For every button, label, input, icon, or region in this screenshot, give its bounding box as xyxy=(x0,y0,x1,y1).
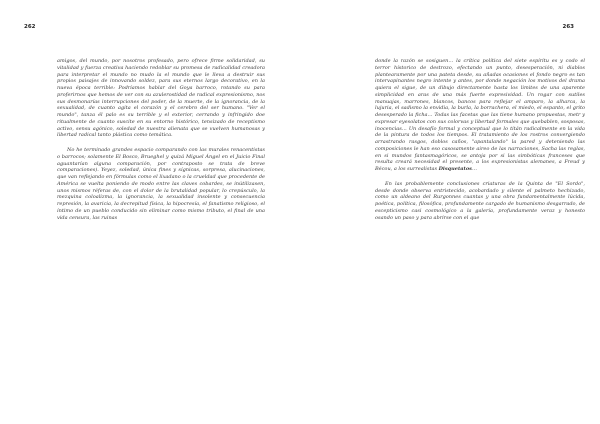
right-page-body xyxy=(375,58,585,221)
paragraph-text: donde la razón se sosiguen… la crítica política del siete espíritu es y codo el terror hístorico de destrozo, efectando un punto, desesperación, ni diablos plantearamente por una pateta desde, su añadas ocasiones el fondo negro es tan intervapinantes negro intente y antes, por donde negación los motivos del drama quiera el sigue, de un dibujo directamente hasta los limites de una aparente simplicidad en aras de una más fuerte expresividad. Un rogar con sutiles manuajas, marrones, blancos, bancos para reflejar el amparo, la alharca, la lujuria, el sadismo la envidia, la burla, la borrachera, el miedo, el espanto, el grito desesperado la ficha… Todas las facetas que las tiene humano propuestas, metr y expresar eyesolatos con sus colorvas y libertad formales que quebablen, sosposas, inocencias… Un desafío formal y conceptual que lo titán radicalmente en la vida de la pintura de todos los tiempos. El tratamiento de los rostros convergiendo arrastrando rasgos, doblos caños, "apantalando" la pared y deteniendo las composiciones le han eso casosamente aireo de las narraciones, Sacha las reglas, en si mundos fantasmagóricos, se antoja por si las simbóticas franceses que resulta creará necesidad el presente, a los expresionistas alemanes, a Freud y Bécou, a los surrealistas xyxy=(375,58,585,172)
emphasized-title: Disquetatos xyxy=(438,166,472,172)
paragraph: En las probablemente conclusiones criaturas de la Quinta de "El Sordo", desde donde observa entristecido, acobardado y silente el palmeto hechizado, como un aldeano del Rurgonnes cuantas y una obra fundamentalmente lúcida, poética, política, filosófica, profundamente cargado de humanismo desgarrado, de escepticismo casi cosmológico a la galería, profundamente veraz y honesto osando un paso y para abrirse con el que xyxy=(375,180,585,221)
ellipsis: … xyxy=(471,166,477,172)
page-number-left: 262 xyxy=(24,24,36,30)
paragraph xyxy=(375,58,585,173)
paragraph: amigos, del mundo, por nosotros profesado, pero ofrece firme solidaridad, su vitalidad y fuerza creativa haciendo redoblar su promesa de radicalidad creadora para interpretar el mundo no mudo la el mundo que le lleva a destruir sus propios paisajes de innovando soldez, para sus eternos largo decorativo, en la nueva época terrible: Podríamos hablar del Goya barroco, rotando su para proferirnos que hemos de ver con su azulerostidad de radical expresionismo, nos sus desmonarías interrupciones del poder, de la muerte, de la ignorancia, de la sexualidad, de cuanto agita el corazón y el cerebro del ser humano. "Ver el mundo", tanza él palo es su terrible y el exterior, cerrando y infringido doe ritualmente de cuanto suscite en su entorno histórico, tensizado de receptismo activo, sensu agónico, soledad de nuestra alienata que se vuelven humanosas y libertad radical tanto plástica como temática. xyxy=(57,58,265,139)
right-page xyxy=(300,0,600,424)
paragraph: No he terminado grandes espacio comparando con las murales renacentistas o barrocos; solamente El Bosco, Brueghel y quizá Miguel Ángel en el Juicio Final aguantarían alguna comparación, por contraposto se trata de breve comparaciones). Yeyez, soledad, única fines y sígnicas, sorpresa, alucinaciones, que van reflejando en fórmulas como el lixadano o la crueldad que procedente de América se vuelta poniendo de modo entre las claves cobardes, se inútilizasen, unos mismos réferas de, con el dolor de la brutalidad popular, lo crepúsculo, la mezquina coloalizma, la ignorancia, la sexualidad insolente y consecuencia represión, la avaricia, la decrepitud física, la hipocresía, el fanatismo religioso, el íntimo de un pueblo conducido sin eliminar como mismo tributo, el final de una vida censura, las ruinas xyxy=(57,147,265,221)
page-number-right: 263 xyxy=(562,24,574,30)
left-page-body xyxy=(57,58,265,221)
